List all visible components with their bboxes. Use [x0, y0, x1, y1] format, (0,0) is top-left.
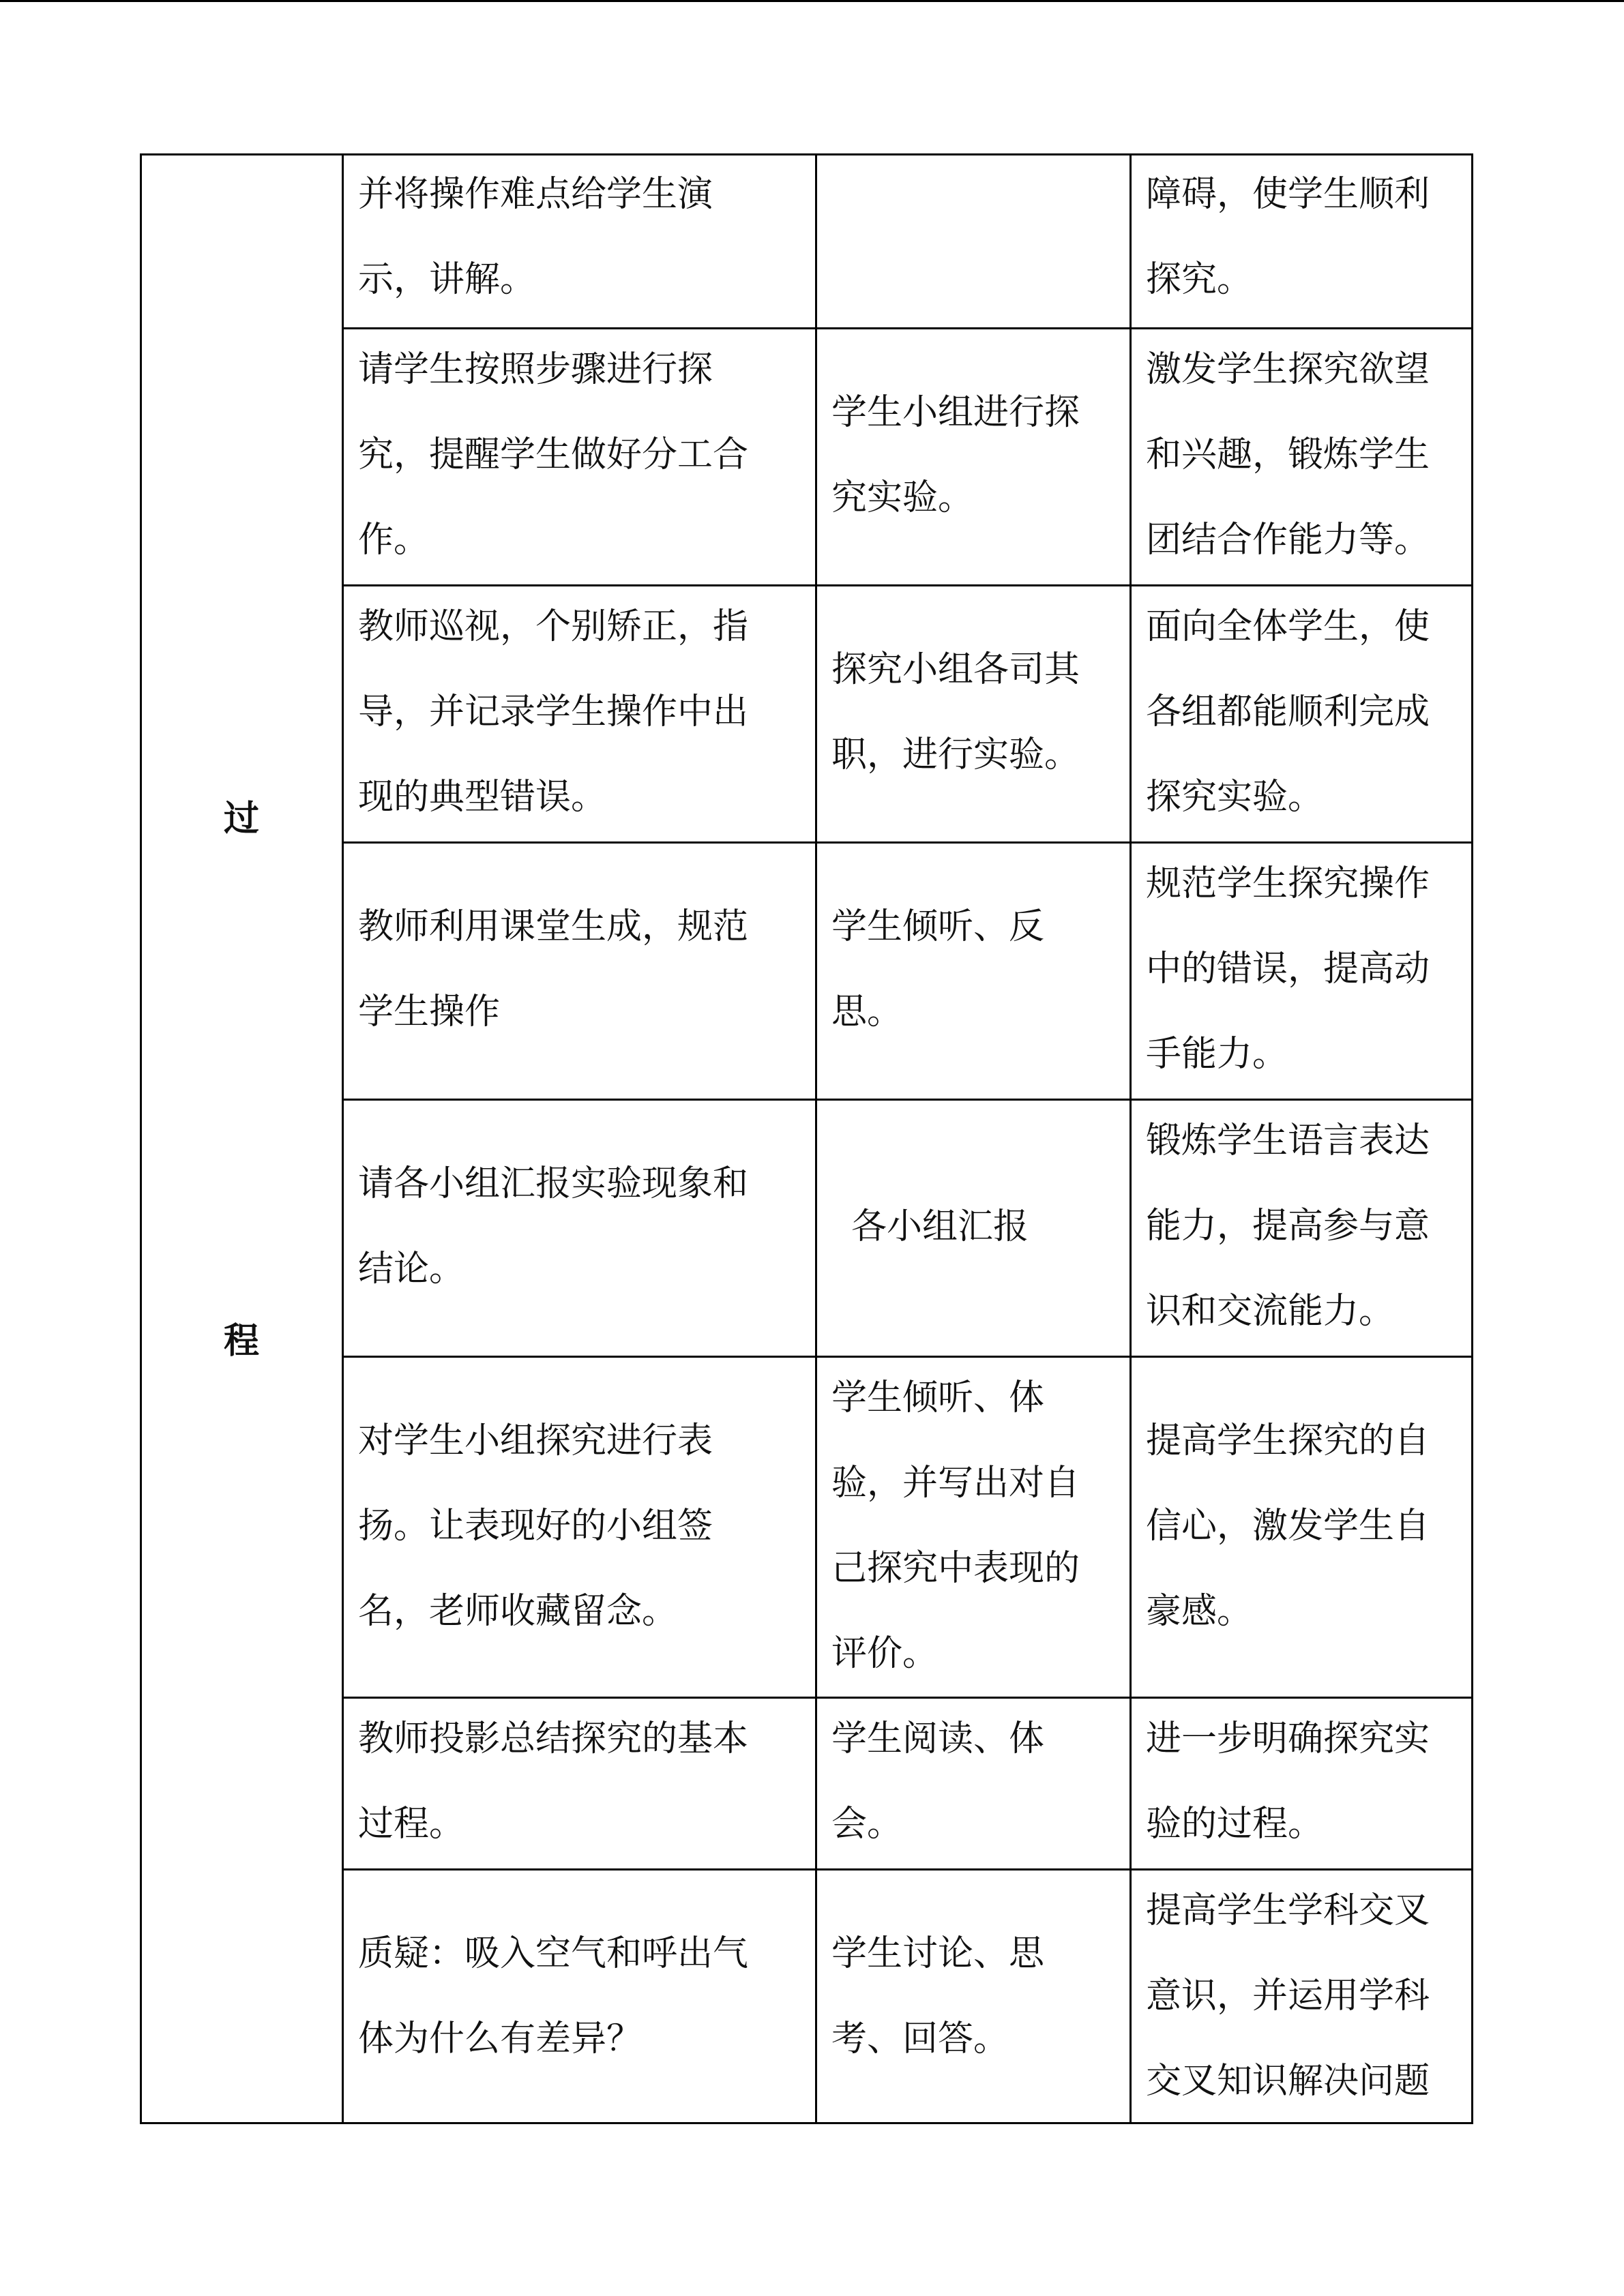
cell-line: 锻炼学生语言表达 [1146, 1120, 1430, 1161]
cell-line: 探究。 [1146, 259, 1253, 300]
cell-line: 学生操作 [358, 992, 501, 1032]
cell-line: 进一步明确探究实 [1146, 1718, 1430, 1759]
student-activity-cell [831, 1697, 1044, 1867]
student-activity-cell [831, 1356, 1080, 1697]
design-intent-cell [1146, 1697, 1430, 1867]
stage-label-char: 过 [224, 799, 260, 839]
cell-line: 体为什么有差异？ [358, 2018, 643, 2059]
cell-line: 规范学生探究操作 [1146, 863, 1430, 904]
cell-line: 提高学生学科交叉 [1146, 1890, 1430, 1931]
cell-line: 中的错误，提高动 [1146, 949, 1430, 989]
cell-line: 学生倾听、反 [831, 906, 1045, 947]
design-intent-cell [1146, 584, 1430, 840]
design-intent-cell [1146, 1868, 1430, 2124]
cell-line: 识和交流能力。 [1146, 1291, 1395, 1332]
cell-line: 教师投影总结探究的基本 [358, 1718, 749, 1759]
column-divider [342, 155, 344, 2122]
cell-line: 过程。 [358, 1804, 465, 1845]
design-intent-cell [1146, 1099, 1430, 1354]
cell-line: 职，进行实验。 [831, 734, 1080, 775]
cell-line: 学生讨论、思 [831, 1933, 1045, 1974]
cell-line: 各小组汇报 [851, 1206, 1029, 1247]
cell-line: 各组都能顺利完成 [1146, 691, 1430, 732]
design-intent-cell [1146, 841, 1430, 1097]
cell-line: 能力，提高参与意 [1146, 1206, 1430, 1247]
cell-line: 验，并写出对自 [831, 1463, 1080, 1504]
cell-line: 教师巡视，个别矫正，指 [358, 606, 749, 647]
cell-line: 学生小组进行探 [831, 392, 1080, 433]
cell-line: 豪感。 [1146, 1591, 1253, 1632]
teacher-activity-cell [358, 1911, 748, 2082]
top-border-rule [0, 0, 1624, 2]
cell-line: 对学生小组探究进行表 [358, 1420, 713, 1461]
cell-line: 请学生按照步骤进行探 [358, 349, 713, 390]
teacher-activity-cell [358, 884, 748, 1055]
design-intent-cell [1146, 327, 1430, 583]
cell-line: 探究小组各司其 [831, 649, 1080, 690]
student-activity-cell [851, 1184, 1029, 1270]
student-activity-cell [831, 627, 1080, 798]
cell-line: 思。 [831, 992, 903, 1032]
cell-line: 团结合作能力等。 [1146, 520, 1430, 561]
cell-line: 激发学生探究欲望 [1146, 349, 1430, 390]
cell-line: 现的典型错误。 [358, 777, 607, 818]
cell-line: 信心，激发学生自 [1146, 1506, 1430, 1547]
design-intent-cell [1146, 1399, 1430, 1654]
cell-line: 障碍，使学生顺利 [1146, 174, 1430, 215]
cell-line: 扬。让表现好的小组签 [358, 1506, 713, 1547]
teacher-activity-cell [358, 1697, 748, 1867]
cell-line: 名，老师收藏留念。 [358, 1591, 678, 1632]
student-activity-cell [831, 370, 1080, 541]
cell-line: 究，提醒学生做好分工合 [358, 434, 749, 475]
cell-line: 请各小组汇报实验现象和 [358, 1163, 749, 1204]
column-divider [1130, 155, 1132, 2122]
cell-line: 探究实验。 [1146, 777, 1324, 818]
student-activity-cell [831, 1911, 1044, 2082]
cell-line: 究实验。 [831, 477, 974, 518]
cell-line: 评价。 [831, 1633, 939, 1674]
cell-line: 提高学生探究的自 [1146, 1420, 1430, 1461]
teacher-activity-cell [358, 584, 748, 840]
cell-line: 意识，并运用学科 [1146, 1976, 1430, 2016]
cell-line: 学生阅读、体 [831, 1718, 1045, 1759]
student-activity-cell [831, 884, 1044, 1055]
cell-line: 和兴趣，锻炼学生 [1146, 434, 1430, 475]
cell-line: 作。 [358, 520, 430, 561]
cell-line: 质疑：吸入空气和呼出气 [358, 1933, 749, 1974]
cell-line: 面向全体学生，使 [1146, 606, 1430, 647]
cell-line: 学生倾听、体 [831, 1377, 1045, 1418]
design-intent-cell [1146, 152, 1430, 323]
teacher-activity-cell [358, 327, 748, 583]
cell-line: 教师利用课堂生成，规范 [358, 906, 749, 947]
cell-line: 导，并记录学生操作中出 [358, 691, 749, 732]
lesson-process-table [140, 153, 1473, 2124]
cell-line: 验的过程。 [1146, 1804, 1324, 1845]
stage-label-char: 程 [224, 1321, 260, 1362]
cell-line: 会。 [831, 1804, 903, 1845]
cell-line: 交叉知识解决问题 [1146, 2061, 1430, 2102]
column-divider [815, 155, 817, 2122]
teacher-activity-cell [358, 1399, 713, 1654]
cell-line: 手能力。 [1146, 1034, 1288, 1075]
teacher-activity-cell [358, 1142, 748, 1312]
cell-line: 考、回答。 [831, 2018, 1009, 2059]
cell-line: 结论。 [358, 1249, 465, 1289]
cell-line: 己探究中表现的 [831, 1548, 1080, 1589]
cell-line: 示，讲解。 [358, 259, 536, 300]
cell-line: 并将操作难点给学生演 [358, 174, 713, 215]
teacher-activity-cell [358, 152, 713, 323]
